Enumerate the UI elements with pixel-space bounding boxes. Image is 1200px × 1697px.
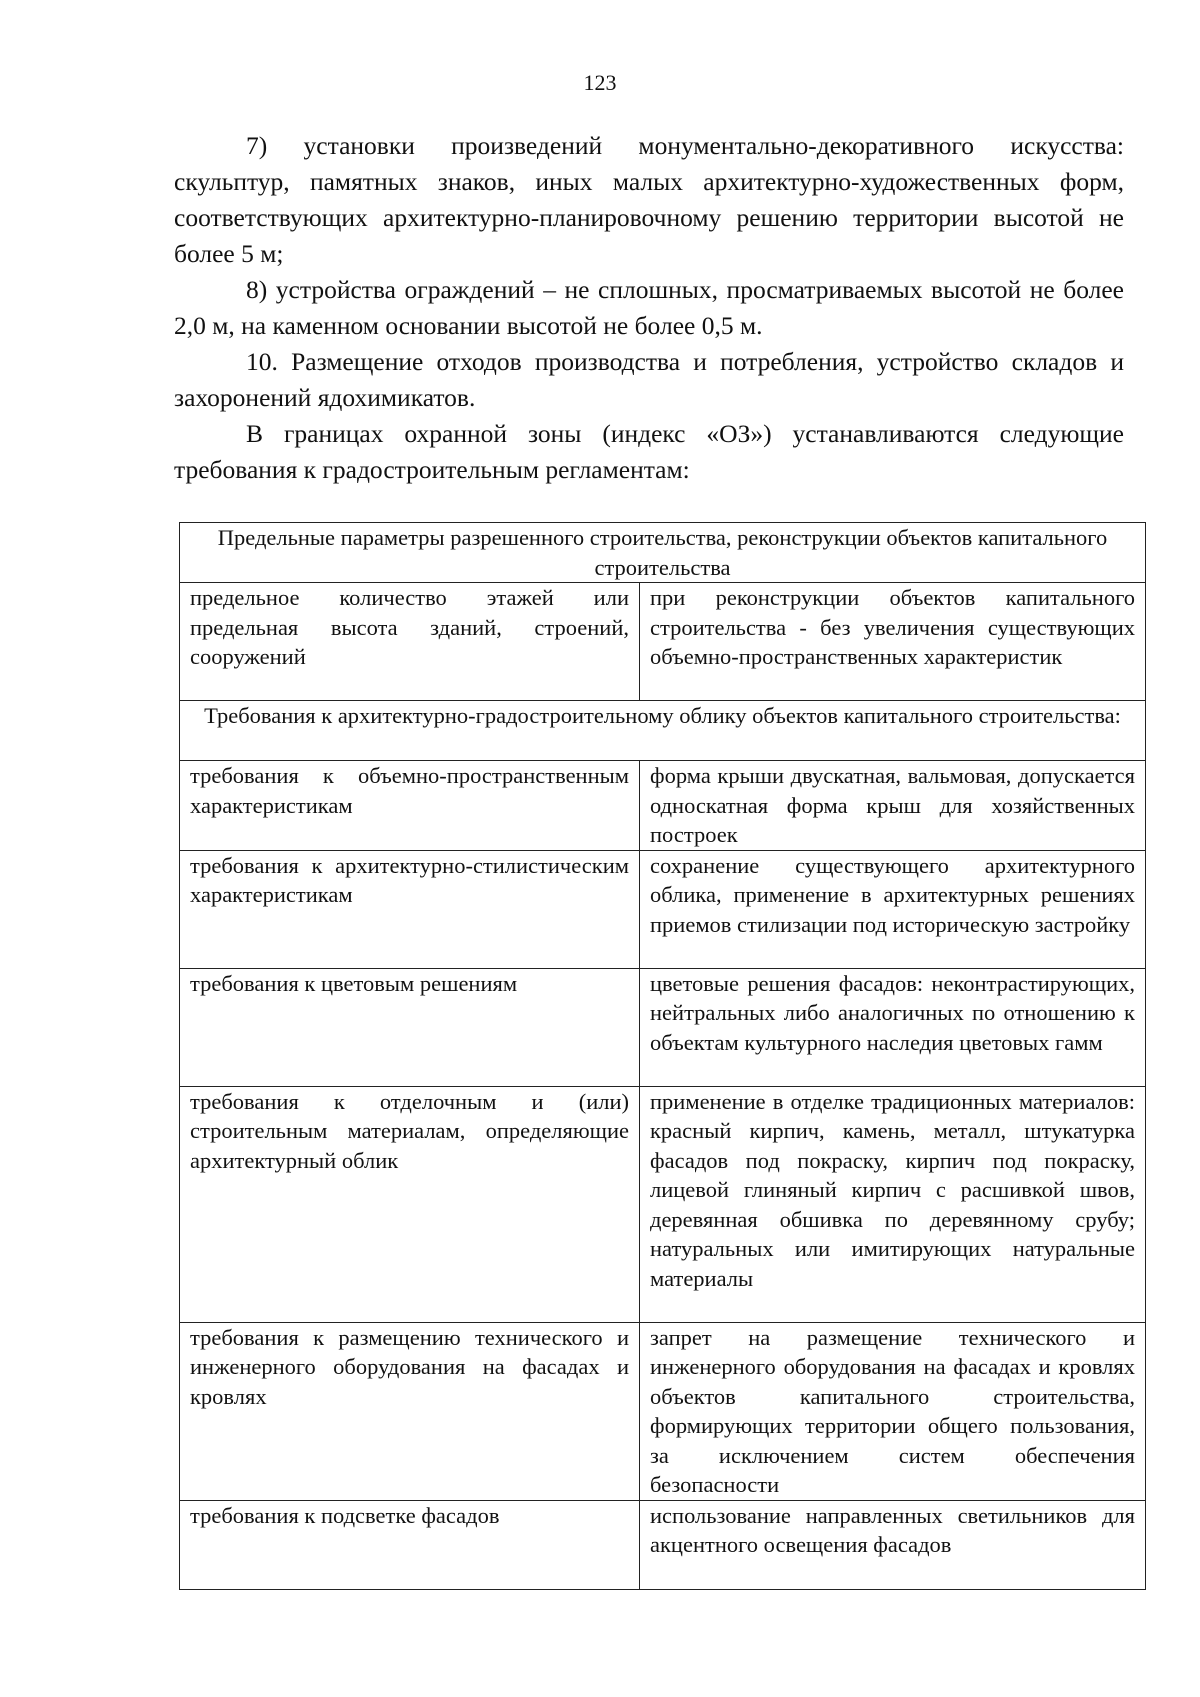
table-row [180, 1322, 1146, 1500]
table-section-header [180, 701, 1146, 761]
value-cell: применение в отделке традиционных материалов: красный кирпич, камень, металл, штукатурка фасадов под покраску, кирпич под покраску, лицевой глиняный кирпич с расшивкой швов, деревянная обшивка по деревянному срубу; натуральных или имитирующих натуральные материалы [640, 1086, 1146, 1322]
param-cell: требования к объемно-пространственным характеристикам [180, 761, 640, 851]
param-cell: требования к архитектурно-стилистическим характеристикам [180, 850, 640, 968]
table-row [180, 1500, 1146, 1589]
table-row [180, 583, 1146, 701]
paragraph-item-10: 10. Размещение отходов производства и потребления, устройство складов и захоронений ядохимикатов. [174, 347, 1124, 412]
value-cell: запрет на размещение технического и инженерного оборудования на фасадах и кровлях объектов капитального строительства, формирующих территории общего пользования, за исключением систем обеспечения безопасности [640, 1322, 1146, 1500]
table-row [180, 850, 1146, 968]
value-cell: использование направленных светильников для акцентного освещения фасадов [640, 1500, 1146, 1589]
page-number: 123 [583, 70, 617, 95]
paragraph-item-7: 7) установки произведений монументально-декоративного искусства: скульптур, памятных знаков, иных малых архитектурно-художественных форм, соответствующих архитектурно-планировочному решению территории высотой не более 5 м; [174, 131, 1124, 268]
body-text [174, 128, 1124, 488]
table-section-header [180, 523, 1146, 583]
value-cell: цветовые решения фасадов: неконтрастирующих, нейтральных либо аналогичных по отношению к объектам культурного наследия цветовых гамм [640, 968, 1146, 1086]
table-row [180, 1086, 1146, 1322]
section-header-appearance: Требования к архитектурно-градостроительному облику объектов капитального строительства: [180, 701, 1146, 761]
param-cell: требования к отделочным и (или) строительным материалам, определяющие архитектурный облик [180, 1086, 640, 1322]
param-cell: предельное количество этажей или предельная высота зданий, строений, сооружений [180, 583, 640, 701]
value-cell: сохранение существующего архитектурного облика, применение в архитектурных решениях приемов стилизации под историческую застройку [640, 850, 1146, 968]
paragraph-protection-zone: В границах охранной зоны (индекс «ОЗ») устанавливаются следующие требования к градостроительным регламентам: [174, 419, 1124, 484]
section-header-parameters: Предельные параметры разрешенного строительства, реконструкции объектов капитального строительства [180, 523, 1146, 583]
param-cell: требования к цветовым решениям [180, 968, 640, 1086]
table-row [180, 968, 1146, 1086]
table-row [180, 761, 1146, 851]
param-cell: требования к подсветке фасадов [180, 1500, 640, 1589]
value-cell: форма крыши двускатная, вальмовая, допускается односкатная форма крыш для хозяйственных построек [640, 761, 1146, 851]
value-cell: при реконструкции объектов капитального строительства - без увеличения существующих объемно-пространственных характеристик [640, 583, 1146, 701]
paragraph-item-8: 8) устройства ограждений – не сплошных, просматриваемых высотой не более 2,0 м, на каменном основании высотой не более 0,5 м. [174, 275, 1124, 340]
param-cell: требования к размещению технического и инженерного оборудования на фасадах и кровлях [180, 1322, 640, 1500]
regulations-table [179, 522, 1146, 1590]
